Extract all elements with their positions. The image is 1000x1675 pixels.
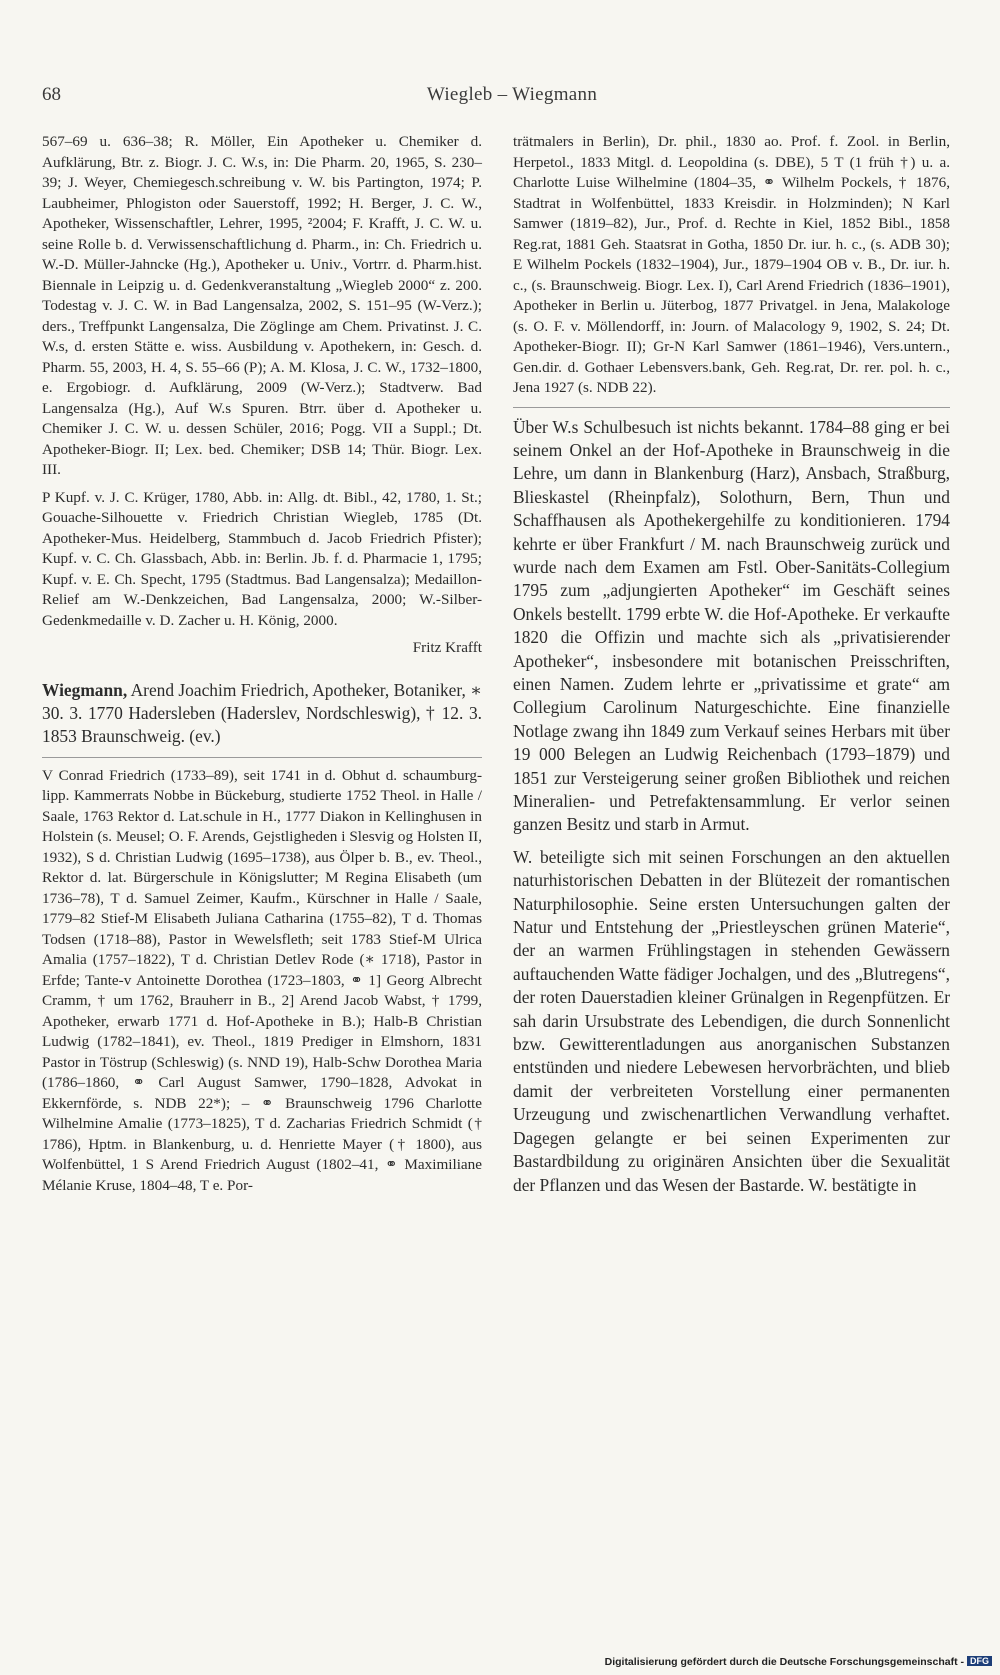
left-column (42, 132, 482, 1196)
entry-lemma: Wiegmann, (42, 679, 128, 700)
author-signature: Fritz Krafft (412, 639, 482, 656)
entry-divider (42, 667, 482, 671)
entry-heading-details: Arend Joachim Friedrich, Apotheker, Botaniker, ∗ 30. 3. 1770 Hadersleben (Haderslev, Nordschleswig), † 12. 3. 1853 Braunschweig. (ev.) (42, 679, 482, 747)
entry-heading (42, 679, 482, 749)
genealogy-text: V Conrad Friedrich (1733–89), seit 1741 in d. Obhut d. schaumburg-lipp. Kammerrats Nobbe in Bückeburg, studierte 1752 Theol. in Halle / Saale, 1763 Rektor d. Lat.schule in H., 1777 Diakon in Kellinghusen in Holstein (s. Meusel; O. F. Arends, Gejstligheden i Slesvig og Holsten II, 1932), S d. Christian Ludwig (1695–1738), aus Ölper b. B., ev. Theol., Rektor d. lat. Bürgerschule in Königslutter; M Regina Elisabeth (um 1736–78), T d. Samuel Zeimer, Kaufm., Kürschner in Halle / Saale, 1779–82 Stief-M Elisabeth Juliana Catharina (1755–82), T d. Thomas Todsen (1718–88), Pastor in Wewelsfleth; seit 1783 Stief-M Ulrica Amalia (1757–1822), T d. Christian Detlev Rode (∗ 1718), Pastor in Erfde; Tante-v Antoinette Dorothea (1723–1803, ⚭ 1] Georg Albrecht Cramm, † um 1762, Brauherr in B., 2] Arend Jacob Wabst, † 1799, Apotheker, erwarb 1771 d. Hof-Apotheke in B.); Halb-B Christian Ludwig (1782–1841), ev. Theol., 1819 Prediger in Elmshorn, 1831 Pastor in Töstrup (Schleswig) (s. NND 19), Halb-Schw Dorothea Maria (1786–1860, ⚭ Carl August Samwer, 1790–1828, Advokat in Ekkernförde, s. NDB 22*); – ⚭ Braunschweig 1796 Charlotte Wilhelmine Amalie (1773–1825), T d. Zacharias Friedrich Schmidt († 1786), Hptm. in Blankenburg, u. d. Henriette Mayer († 1800), aus Wolfenbüttel, 1 S Arend Friedrich August (1802–41, ⚭ Maximiliane Mélanie Kruse, 1804–48, T e. Por- (42, 766, 482, 1194)
biography-paragraph-1: Über W.s Schulbesuch ist nichts bekannt. 1784–88 ging er bei seinem Onkel an der Hof-Apotheke in Braunschweig in die Lehre, um dann in Blankenburg (Harz), Ansbach, Straßburg, Blieskastel (Rheinpfalz), Solothurn, Bern, Thun und Schaffhausen als Apothekergehilfe zu konditionieren. 1794 kehrte er über Frankfurt / M. nach Braunschweig zurück und wurde nach dem Examen am Fstl. Ober-Sanitäts-Collegium 1795 zum „adjungierten Apotheker“ im Geschäft seines Onkels bestellt. 1799 erbte W. die Hof-Apotheke. Er verkaufte 1820 die Offizin und machte sich als „privatisierender Apotheker“, insbesondere mit botanischen Preisschriften, einen Namen. Zudem lehrte er „privatissime et grate“ am Collegium Carolinum Naturgeschichte. Eine finanzielle Notlage zwang ihn 1849 zum Verkauf seines Herbars mit über 19 000 Belegen an Ludwig Reichenbach (1793–1879) und 1851 zur Versteigerung seiner großen Bibliothek und reichen Mineralien- und Petrefaktensammlung. Er verlor seinen ganzen Besitz und starb in Armut. (513, 416, 950, 835)
digitization-footer (605, 1656, 992, 1672)
dfg-logo: DFG (967, 1656, 992, 1666)
page-header (42, 84, 947, 108)
page-number: 68 (42, 84, 61, 105)
running-title: Wiegleb – Wiegmann (426, 84, 598, 105)
genealogy-rule (513, 407, 950, 408)
heading-rule (42, 757, 482, 758)
footer-text: Digitalisierung gefördert durch die Deutsche Forschungsgemeinschaft - (604, 1656, 964, 1668)
genealogy-continued-text: trätmalers in Berlin), Dr. phil., 1830 ao. Prof. f. Zool. in Berlin, Herpetol., 1833 Mitgl. d. Leopoldina (s. DBE), 5 T (1 früh †) u. a. Charlotte Luise Wilhelmine (1804–35, ⚭ Wilhelm Pockels, † 1876, Stadtrat in Wolfenbüttel, 1833 Kreisdir. in Holzminden); N Karl Samwer (1819–82), Jur., Prof. d. Rechte in Kiel, 1852 Bibl., 1858 Reg.rat, 1881 Geh. Staatsrat in Gotha, 1850 Dr. iur. h. c., (s. ADB 30); E Wilhelm Pockels (1832–1904), Jur., 1879–1904 OB v. B., Dr. iur. h. c., (s. Braunschweig. Biogr. Lex. I), Carl Arend Friedrich (1836–1901), Apotheker in Berlin u. Jüterbog, 1877 Privatgel. in Jena, Malakologe (s. O. F. v. Möllendorff, in: Journ. of Malacology 9, 1902, S. 24; Dt. Apotheker-Biogr. II); Gr-N Karl Samwer (1861–1946), Vers.untern., Gen.dir. d. Gothaer Lebensvers.bank, Geh. Reg.rat, Dr. rer. pol. h. c., Jena 1927 (s. NDB 22). (513, 133, 950, 396)
bibliography-text: 567–69 u. 636–38; R. Möller, Ein Apotheker u. Chemiker d. Aufklärung, Btr. z. Biogr. J. C. W.s, in: Die Pharm. 20, 1965, S. 230–39; J. Weyer, Chemiegesch.schreibung v. W. bis Partington, 1974; P. Laubheimer, Phlogiston oder Sauerstoff, 1992; H. Berger, J. C. W., Apotheker, Wissenschaftler, Lehrer, 1995, ²2004; F. Krafft, J. C. W. u. seine Rolle b. d. Verwissenschaftlichung d. Pharm., in: Ch. Friedrich u. W.-D. Müller-Jahncke (Hg.), Apotheker u. Univ., Vortrr. d. Pharm.hist. Biennale in Leipzig u. d. Gedenkveranstaltung „Wiegleb 2000“ z. 200. Todestag v. J. C. W. in Bad Langensalza, 2002, S. 151–95 (W-Verz.); ders., Treffpunkt Langensalza, Die Zöglinge am Chem. Privatinst. J. C. W.s, d. ersten Stätte e. wiss. Ausbildung v. Apothekern, in: Gesch. d. Pharm. 55, 2003, H. 4, S. 55–66 (P); A. M. Klosa, J. C. W., 1732–1800, e. Ergobiogr. d. Aufklärung, 2009 (W-Verz.); Stadtverw. Bad Langensalza (Hg.), Auf W.s Spuren. Btrr. über d. Apotheker u. Chemiker J. C. W. u. dessen Schüler, 2016; Pogg. VII a Suppl.; Dt. Apotheker-Biogr. II; Lex. bed. Chemiker; DSB 14; Thür. Biogr. Lex. III. (42, 133, 482, 478)
right-column (513, 132, 950, 1197)
biography-paragraph-2: W. beteiligte sich mit seinen Forschungen an den aktuellen naturhistorischen Debatten in der Blütezeit der romantischen Naturphilosophie. Seine ersten Untersuchungen galten der Natur und Entstehung der „Priestleyschen grünen Materie“, der an warmen Frühlingstagen in stehenden Gewässern auftauchenden Watte fädiger Jochalgen, und des „Blutregens“, der roten Dauerstadien kleiner Grünalgen in Regenpfützen. Er sah darin Ursubstrate des Lebendigen, die durch Sonnenlicht bzw. Gewitterentladungen aus anorganischen Substanzen entstünden und niedere Lebewesen hervorbrächten, und blieb damit der verbreiteten Vorstellung einer permanenten Urzeugung und zwischenartlichen Verwandlung verhaftet. Dagegen gelangte er bei seinen Experimenten zur Bastardbildung zu originären Ansichten über die Sexualität der Pflanzen und das Wesen der Bastarde. W. bestätigte in (513, 846, 950, 1195)
portraits-text: P Kupf. v. J. C. Krüger, 1780, Abb. in: Allg. dt. Bibl., 42, 1780, 1. St.; Gouache-Silhouette v. Friedrich Christian Wiegleb, 1785 (Dt. Apotheker-Mus. Heidelberg, Stammbuch d. Jacob Friedrich Pfister); Kupf. v. C. Ch. Glassbach, Abb. in: Berlin. Jb. f. d. Pharmacie 1, 1795; Kupf. v. E. Ch. Specht, 1795 (Stadtmus. Bad Langensalza); Medaillon-Relief am W.-Denkzeichen, Bad Langensalza, 2000; W.-Silber-Gedenkmedaille v. D. Zacher u. H. König, 2000. (42, 488, 482, 629)
